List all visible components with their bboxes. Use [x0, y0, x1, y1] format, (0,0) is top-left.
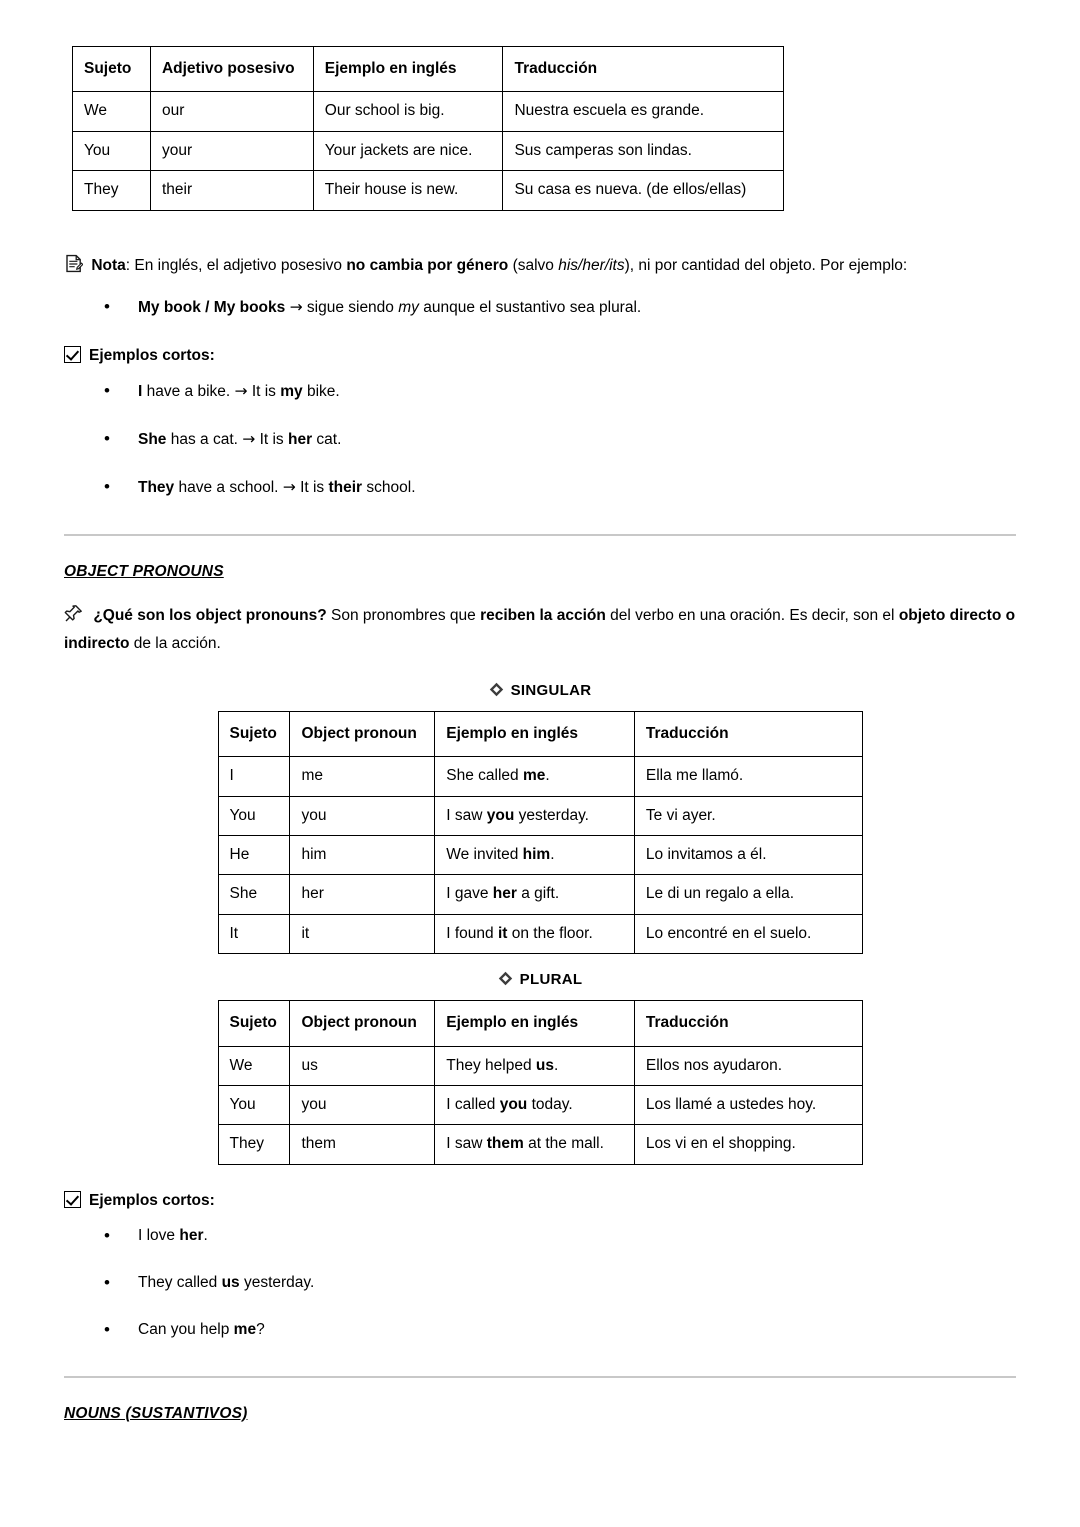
possessive-adjectives-table	[72, 46, 784, 211]
column-header-example: Ejemplo en inglés	[435, 711, 635, 756]
arrow-glyph: →	[289, 297, 303, 316]
example-text-1: has a cat.	[166, 430, 243, 448]
column-header-subject: Sujeto	[218, 1001, 290, 1046]
table-row	[218, 1125, 862, 1164]
column-header-object-pronoun: Object pronoun	[290, 1001, 435, 1046]
note-text-2: (salvo	[508, 256, 559, 274]
example-text-3: school.	[362, 478, 416, 496]
column-header-example: Ejemplo en inglés	[435, 1001, 635, 1046]
cell-subject: You	[218, 1085, 290, 1124]
section-title-object-pronouns: OBJECT PRONOUNS	[64, 562, 224, 580]
column-header-subject: Sujeto	[73, 47, 151, 92]
table-row	[218, 757, 862, 796]
cell-example	[435, 1085, 635, 1124]
cell-example	[435, 875, 635, 914]
column-header-possessive: Adjetivo posesivo	[150, 47, 313, 92]
cell-translation: Lo invitamos a él.	[634, 836, 862, 875]
cell-subject: We	[73, 92, 151, 131]
cell-possessive: their	[150, 171, 313, 210]
cell-translation: Sus camperas son lindas.	[503, 131, 784, 170]
cell-subject: He	[218, 836, 290, 875]
note-bold-1: no cambia por género	[346, 256, 509, 274]
cell-example	[435, 1046, 635, 1085]
table-header-row	[218, 1001, 862, 1046]
check-box-icon	[64, 1191, 81, 1208]
examples-list-1	[64, 379, 1016, 500]
example-pre: They helped	[446, 1056, 536, 1074]
arrow-glyph: →	[242, 429, 256, 448]
example-post: ?	[256, 1320, 265, 1338]
table-row	[218, 796, 862, 835]
section-divider	[64, 1376, 1016, 1378]
note-label: Nota	[91, 256, 126, 274]
column-header-object-pronoun: Object pronoun	[290, 711, 435, 756]
cell-translation: Nuestra escuela es grande.	[503, 92, 784, 131]
cell-subject: You	[73, 131, 151, 170]
examples-heading-1	[64, 346, 1016, 365]
example-post: a gift.	[516, 885, 560, 903]
example-text-1: have a school.	[174, 478, 283, 496]
intro-text-3: de la acción.	[129, 634, 221, 652]
example-post: at the mall.	[523, 1135, 604, 1153]
bullet-text-2: aunque el sustantivo sea plural.	[418, 298, 642, 316]
cell-example	[435, 914, 635, 953]
example-text-2: It is	[295, 478, 329, 496]
example-bold: it	[497, 924, 508, 942]
cell-pronoun: her	[290, 875, 435, 914]
cell-translation: Te vi ayer.	[634, 796, 862, 835]
cell-translation: Ellos nos ayudaron.	[634, 1046, 862, 1085]
cell-possessive: our	[150, 92, 313, 131]
example-bold: me	[522, 767, 546, 785]
column-header-translation: Traducción	[634, 1001, 862, 1046]
cell-translation: Su casa es nueva. (de ellos/ellas)	[503, 171, 784, 210]
example-pre: I gave	[446, 885, 493, 903]
plural-table-label	[64, 971, 1016, 990]
cell-pronoun: us	[290, 1046, 435, 1085]
table-header-row	[218, 711, 862, 756]
table-header-row	[73, 47, 784, 92]
intro-text-1: Son pronombres que	[326, 606, 481, 624]
example-pre: I love	[138, 1226, 180, 1244]
cell-translation: Ella me llamó.	[634, 757, 862, 796]
example-post: .	[550, 846, 555, 864]
example-pre: I saw	[446, 1135, 487, 1153]
table-row	[73, 92, 784, 131]
cell-example: Their house is new.	[313, 171, 503, 210]
cell-subject: They	[218, 1125, 290, 1164]
object-pronouns-singular-table	[218, 711, 863, 954]
cell-example	[435, 836, 635, 875]
column-header-example: Ejemplo en inglés	[313, 47, 503, 92]
column-header-translation: Traducción	[503, 47, 784, 92]
example-bold-1: They	[138, 478, 175, 496]
cell-subject: She	[218, 875, 290, 914]
table-row	[73, 171, 784, 210]
memo-icon	[64, 254, 83, 281]
examples-heading-label: Ejemplos cortos:	[89, 1191, 215, 1209]
bullet-italic: my	[398, 298, 419, 316]
cell-translation: Le di un regalo a ella.	[634, 875, 862, 914]
cell-example	[435, 1125, 635, 1164]
intro-text-2: del verbo en una oración. Es decir, son el	[605, 606, 899, 624]
example-post: yesterday.	[239, 1273, 315, 1291]
example-pre: We invited	[446, 846, 523, 864]
table-row	[218, 1085, 862, 1124]
example-pre: She called	[446, 767, 523, 785]
table-row	[73, 131, 784, 170]
note-text-3: ), ni por cantidad del objeto. Por ejemplo:	[624, 256, 908, 274]
cell-subject: We	[218, 1046, 290, 1085]
example-pre: I called	[446, 1095, 500, 1113]
intro-bold-1: ¿Qué son los object pronouns?	[93, 606, 327, 624]
example-text-2: It is	[255, 430, 288, 448]
example-bold: him	[522, 846, 551, 864]
example-bold: you	[486, 806, 515, 824]
example-text-3: cat.	[312, 430, 342, 448]
example-bold: us	[221, 1273, 240, 1291]
example-bold: her	[492, 885, 517, 903]
cell-pronoun: them	[290, 1125, 435, 1164]
intro-bold-3: objeto directo o indirecto	[64, 606, 1016, 652]
example-pre: I found	[446, 924, 498, 942]
example-post: today.	[527, 1095, 573, 1113]
example-bold: her	[179, 1226, 204, 1244]
example-post: .	[203, 1226, 208, 1244]
cell-translation: Los llamé a ustedes hoy.	[634, 1085, 862, 1124]
note-paragraph	[64, 253, 1016, 281]
arrow-glyph: →	[282, 477, 296, 496]
list-item	[104, 1271, 1016, 1295]
cell-pronoun: me	[290, 757, 435, 796]
table-row	[218, 875, 862, 914]
table-row	[218, 914, 862, 953]
example-bold-2: their	[328, 478, 363, 496]
diamond-icon	[498, 971, 513, 990]
note-text-1: : En inglés, el adjetivo posesivo	[125, 256, 347, 274]
example-pre: I saw	[446, 806, 487, 824]
object-pronouns-plural-table	[218, 1000, 863, 1165]
bullet-text-1: sigue siendo	[302, 298, 399, 316]
example-pre: They called	[138, 1273, 222, 1291]
table-row	[218, 1046, 862, 1085]
list-item	[104, 295, 1016, 320]
bullet-bold: My book / My books	[138, 298, 286, 316]
singular-table-label	[64, 682, 1016, 701]
cell-subject: I	[218, 757, 290, 796]
example-bold-1: I	[138, 382, 143, 400]
example-bold: us	[535, 1056, 554, 1074]
example-text-1: have a bike.	[142, 382, 235, 400]
list-item	[104, 1224, 1016, 1248]
example-post: .	[545, 767, 550, 785]
examples-heading-label: Ejemplos cortos:	[89, 346, 215, 364]
cell-translation: Lo encontré en el suelo.	[634, 914, 862, 953]
example-text-2: It is	[247, 382, 281, 400]
table-row	[218, 836, 862, 875]
cell-subject: They	[73, 171, 151, 210]
pushpin-icon	[64, 604, 83, 631]
cell-subject: It	[218, 914, 290, 953]
example-bold-1: She	[138, 430, 167, 448]
cell-pronoun: it	[290, 914, 435, 953]
note-bullet-list	[64, 295, 1016, 320]
list-item	[104, 475, 1016, 500]
column-header-subject: Sujeto	[218, 711, 290, 756]
example-bold: me	[233, 1320, 257, 1338]
cell-pronoun: you	[290, 796, 435, 835]
note-italic-1: his/her/its	[558, 256, 625, 274]
cell-example	[435, 796, 635, 835]
cell-example: Your jackets are nice.	[313, 131, 503, 170]
plural-label-text: PLURAL	[519, 971, 583, 989]
example-text-3: bike.	[302, 382, 340, 400]
example-post: on the floor.	[507, 924, 593, 942]
cell-pronoun: you	[290, 1085, 435, 1124]
diamond-icon	[489, 682, 504, 701]
check-box-icon	[64, 346, 81, 363]
arrow-glyph: →	[234, 381, 248, 400]
section-divider	[64, 534, 1016, 536]
cell-subject: You	[218, 796, 290, 835]
list-item	[104, 1318, 1016, 1342]
cell-translation: Los vi en el shopping.	[634, 1125, 862, 1164]
example-bold: you	[499, 1095, 528, 1113]
object-pronouns-intro	[64, 603, 1016, 656]
example-post: yesterday.	[514, 806, 589, 824]
example-bold-2: my	[280, 382, 303, 400]
example-bold: them	[486, 1135, 524, 1153]
example-bold-2: her	[288, 430, 313, 448]
examples-list-2	[64, 1224, 1016, 1342]
section-title-nouns: NOUNS (SUSTANTIVOS)	[64, 1404, 248, 1422]
intro-bold-2: reciben la acción	[480, 606, 606, 624]
example-post: .	[554, 1056, 559, 1074]
example-pre: Can you help	[138, 1320, 234, 1338]
singular-label-text: SINGULAR	[510, 681, 592, 699]
cell-example: Our school is big.	[313, 92, 503, 131]
list-item	[104, 379, 1016, 404]
cell-pronoun: him	[290, 836, 435, 875]
list-item	[104, 427, 1016, 452]
column-header-translation: Traducción	[634, 711, 862, 756]
cell-example	[435, 757, 635, 796]
cell-possessive: your	[150, 131, 313, 170]
examples-heading-2	[64, 1191, 1016, 1210]
